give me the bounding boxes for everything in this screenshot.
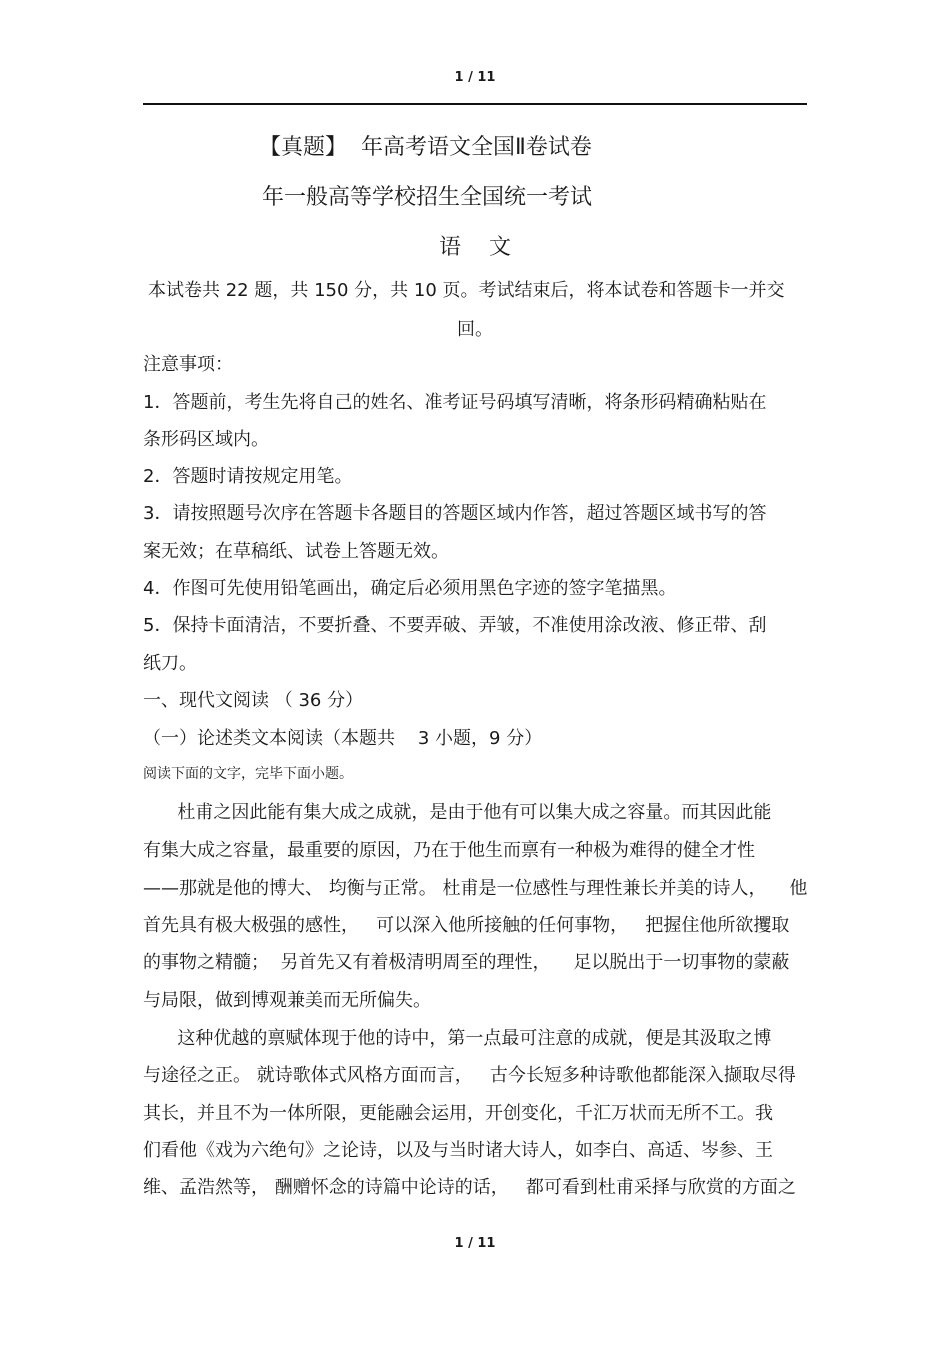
- note-line: 条形码区域内。: [143, 429, 269, 450]
- note-line: 5．保持卡面清洁，不要折叠、不要弄破、弄皱，不准使用涂改液、修正带、刮: [143, 615, 767, 636]
- passage-line: ——那就是他的博大、 均衡与正常。 杜甫是一位感性与理性兼长并美的诗人， 他: [143, 878, 808, 899]
- passage-line: 这种优越的禀赋体现于他的诗中，第一点最可注意的成就，便是其汲取之博: [143, 1028, 772, 1049]
- note-line: 2．答题时请按规定用笔。: [143, 466, 353, 487]
- passage-line: 们看他《戏为六绝句》之论诗，以及与当时诸大诗人，如李白、高适、岑参、王: [143, 1140, 773, 1161]
- passage-line: 杜甫之因此能有集大成之成就，是由于他有可以集大成之容量。而其因此能: [143, 802, 772, 823]
- title-line-2: 年一般高等学校招生全国统一考试: [262, 185, 593, 210]
- passage-line: 其长，并且不为一体所限，更能融会运用，开创变化，千汇万状而无所不工。我: [143, 1103, 773, 1124]
- passage-line: 与局限，做到博观兼美而无所偏失。: [143, 990, 431, 1011]
- passage-line: 的事物之精髓； 另首先又有着极清明周至的理性， 足以脱出于一切事物的蒙蔽: [143, 952, 790, 973]
- intro-line-2: 回。: [457, 319, 493, 340]
- passage-line: 有集大成之容量，最重要的原因，乃在于他生而禀有一种极为难得的健全才性: [143, 840, 755, 861]
- reading-instruction: 阅读下面的文字，完毕下面小题。: [143, 766, 353, 782]
- notes-heading: 注意事项：: [143, 354, 233, 375]
- note-line: 3．请按照题号次序在答题卡各题目的答题区域内作答，超过答题区域书写的答: [143, 503, 767, 524]
- intro-line-1: 本试卷共 22 题，共 150 分，共 10 页。考试结束后，将本试卷和答题卡一并交: [148, 280, 785, 301]
- note-line: 4．作图可先使用铅笔画出，确定后必须用黑色字迹的签字笔描黑。: [143, 578, 677, 599]
- passage-line: 与途径之正。 就诗歌体式风格方面而言， 古今长短多种诗歌他都能深入撷取尽得: [143, 1065, 796, 1086]
- section-heading: 一、现代文阅读 （ 36 分）: [143, 690, 364, 711]
- note-line: 案无效；在草稿纸、试卷上答题无效。: [143, 541, 449, 562]
- passage-line: 维、孟浩然等， 酬赠怀念的诗篇中论诗的话， 都可看到杜甫采择与欣赏的方面之: [143, 1177, 796, 1198]
- title-line-1: 【真题】 年高考语文全国Ⅱ卷试卷: [259, 135, 592, 160]
- header-rule: [143, 103, 807, 105]
- section-subheading: （一）论述类文本阅读（本题共 3 小题，9 分）: [143, 728, 543, 749]
- note-line: 纸刀。: [143, 653, 197, 674]
- passage-line: 首先具有极大极强的感性， 可以深入他所接触的任何事物， 把握住他所欲攫取: [143, 915, 790, 936]
- note-line: 1．答题前，考生先将自己的姓名、准考证号码填写清晰，将条形码精确粘贴在: [143, 392, 767, 413]
- footer-page-number: 1 / 11: [454, 1236, 496, 1251]
- subject-title: 语 文: [439, 235, 511, 260]
- header-page-number: 1 / 11: [454, 70, 496, 85]
